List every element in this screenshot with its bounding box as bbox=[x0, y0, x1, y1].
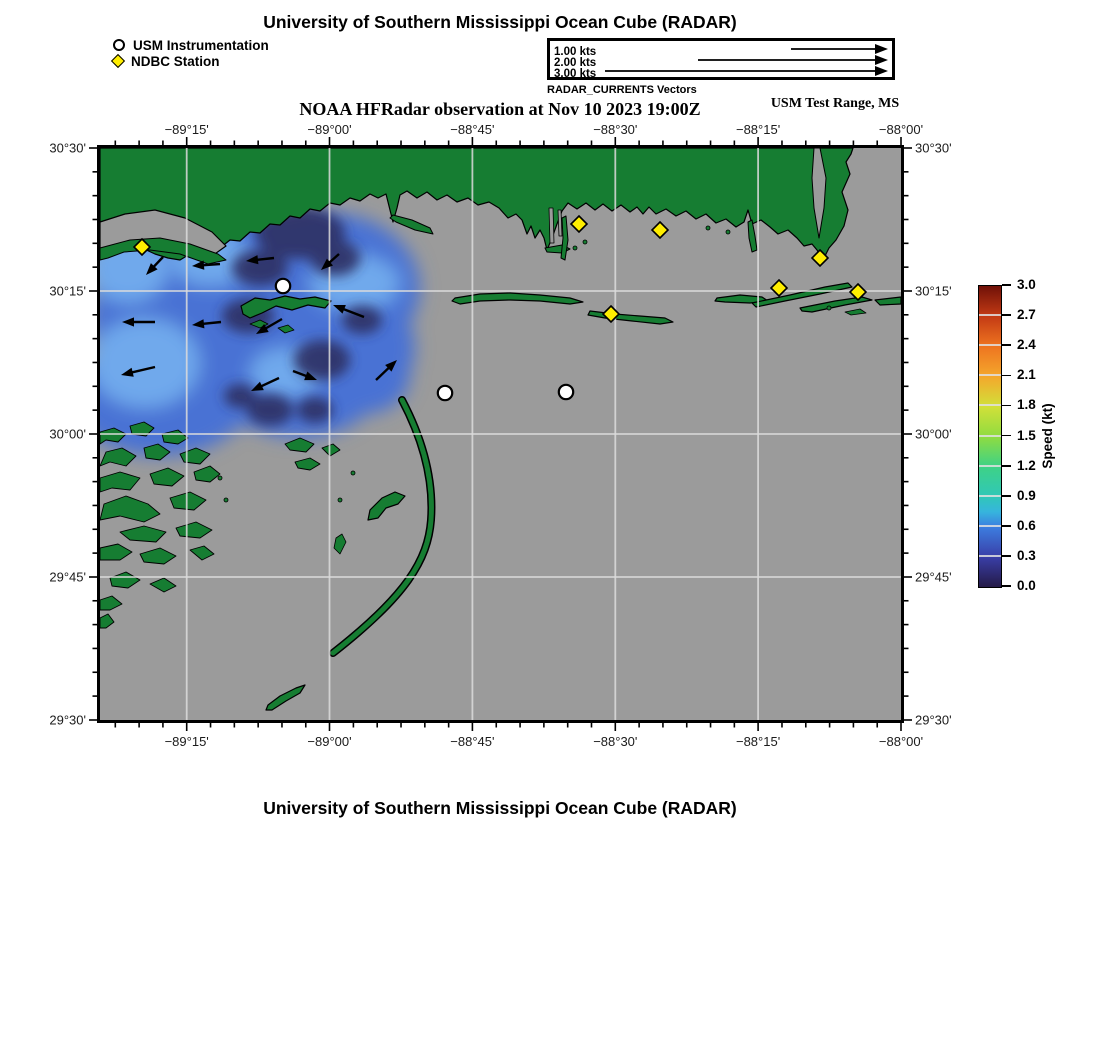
lon-tick-label: −88°00' bbox=[878, 734, 924, 749]
lat-tick-label: 30°00' bbox=[49, 426, 86, 442]
usm-station-marker bbox=[559, 385, 573, 399]
footer-title: University of Southern Mississippi Ocean Cube (RADAR) bbox=[263, 798, 737, 818]
lon-tick-label: −88°30' bbox=[593, 734, 638, 749]
lon-tick-label: −89°00' bbox=[307, 122, 352, 137]
lon-tick-label: −89°15' bbox=[164, 122, 209, 137]
colorbar-inner-tick bbox=[979, 314, 1001, 316]
colorbar-tick bbox=[1002, 314, 1011, 316]
colorbar-tick bbox=[1002, 525, 1011, 527]
lat-tick-label: 29°30' bbox=[915, 712, 952, 728]
colorbar-title: Speed (kt) bbox=[1040, 403, 1055, 469]
map-area bbox=[70, 148, 901, 720]
lat-tick-label: 29°45' bbox=[49, 569, 86, 585]
colorbar-inner-tick bbox=[979, 525, 1001, 527]
lat-tick-label: 29°45' bbox=[915, 569, 952, 585]
legend-usm-label: USM Instrumentation bbox=[133, 37, 269, 53]
colorbar-tick-label: 0.3 bbox=[1017, 547, 1036, 563]
lon-tick-label: −88°45' bbox=[450, 122, 495, 137]
usm-station-marker bbox=[276, 279, 290, 293]
colorbar-tick bbox=[1002, 585, 1011, 587]
colorbar-tick-label: 0.9 bbox=[1017, 487, 1036, 503]
lon-tick-label: −88°15' bbox=[735, 122, 781, 137]
lon-tick-label: −88°00' bbox=[878, 122, 924, 137]
colorbar bbox=[978, 285, 1002, 588]
colorbar-inner-tick bbox=[979, 435, 1001, 437]
legend-ndbc-label: NDBC Station bbox=[131, 53, 220, 69]
colorbar-tick-label: 1.5 bbox=[1017, 427, 1036, 443]
colorbar-tick-label: 2.7 bbox=[1017, 307, 1036, 323]
lon-tick-label: −88°45' bbox=[450, 734, 495, 749]
vector-scale-row-label: 3.00 kts bbox=[554, 67, 597, 80]
colorbar-inner-tick bbox=[979, 404, 1001, 406]
vector-scale-row-label: 1.00 kts bbox=[554, 45, 597, 58]
colorbar-tick bbox=[1002, 555, 1011, 557]
lon-tick-label: −88°30' bbox=[593, 122, 638, 137]
colorbar-inner-tick bbox=[979, 495, 1001, 497]
lat-tick-label: 30°15' bbox=[49, 283, 86, 299]
colorbar-tick bbox=[1002, 495, 1011, 497]
lat-tick-label: 30°30' bbox=[915, 140, 952, 156]
map-subtitle: NOAA HFRadar observation at Nov 10 2023 19:00Z bbox=[299, 99, 701, 119]
colorbar-tick-label: 0.6 bbox=[1017, 517, 1036, 533]
lon-tick-label: −89°00' bbox=[307, 734, 352, 749]
page-title: University of Southern Mississippi Ocean Cube (RADAR) bbox=[263, 12, 737, 32]
colorbar-tick-label: 3.0 bbox=[1017, 277, 1036, 292]
vector-scale-caption: RADAR_CURRENTS Vectors bbox=[547, 84, 697, 96]
colorbar-tick bbox=[1002, 465, 1011, 467]
colorbar-tick bbox=[1002, 405, 1011, 407]
colorbar-inner-tick bbox=[979, 344, 1001, 346]
lat-tick-label: 30°00' bbox=[915, 426, 952, 442]
colorbar-inner-tick bbox=[979, 555, 1001, 557]
colorbar-tick bbox=[1002, 435, 1011, 437]
colorbar-tick-label: 0.0 bbox=[1017, 578, 1036, 593]
colorbar-inner-tick bbox=[979, 465, 1001, 467]
colorbar-tick bbox=[1002, 284, 1011, 286]
colorbar-tick bbox=[1002, 344, 1011, 346]
lat-tick-label: 30°30' bbox=[49, 140, 86, 156]
colorbar-tick-label: 2.4 bbox=[1017, 337, 1036, 353]
lat-tick-label: 29°30' bbox=[49, 712, 86, 728]
lon-tick-label: −88°15' bbox=[735, 734, 781, 749]
colorbar-tick bbox=[1002, 375, 1011, 377]
colorbar-tick-label: 1.8 bbox=[1017, 397, 1036, 413]
lat-tick-label: 30°15' bbox=[915, 283, 952, 299]
colorbar-tick-label: 2.1 bbox=[1017, 367, 1036, 383]
colorbar-tick-label: 1.2 bbox=[1017, 457, 1036, 473]
usm-station-marker bbox=[438, 386, 452, 400]
colorbar-inner-tick bbox=[979, 374, 1001, 376]
lon-tick-label: −89°15' bbox=[164, 734, 209, 749]
range-label: USM Test Range, MS bbox=[770, 96, 900, 111]
vector-scale-row-label: 2.00 kts bbox=[554, 56, 597, 69]
